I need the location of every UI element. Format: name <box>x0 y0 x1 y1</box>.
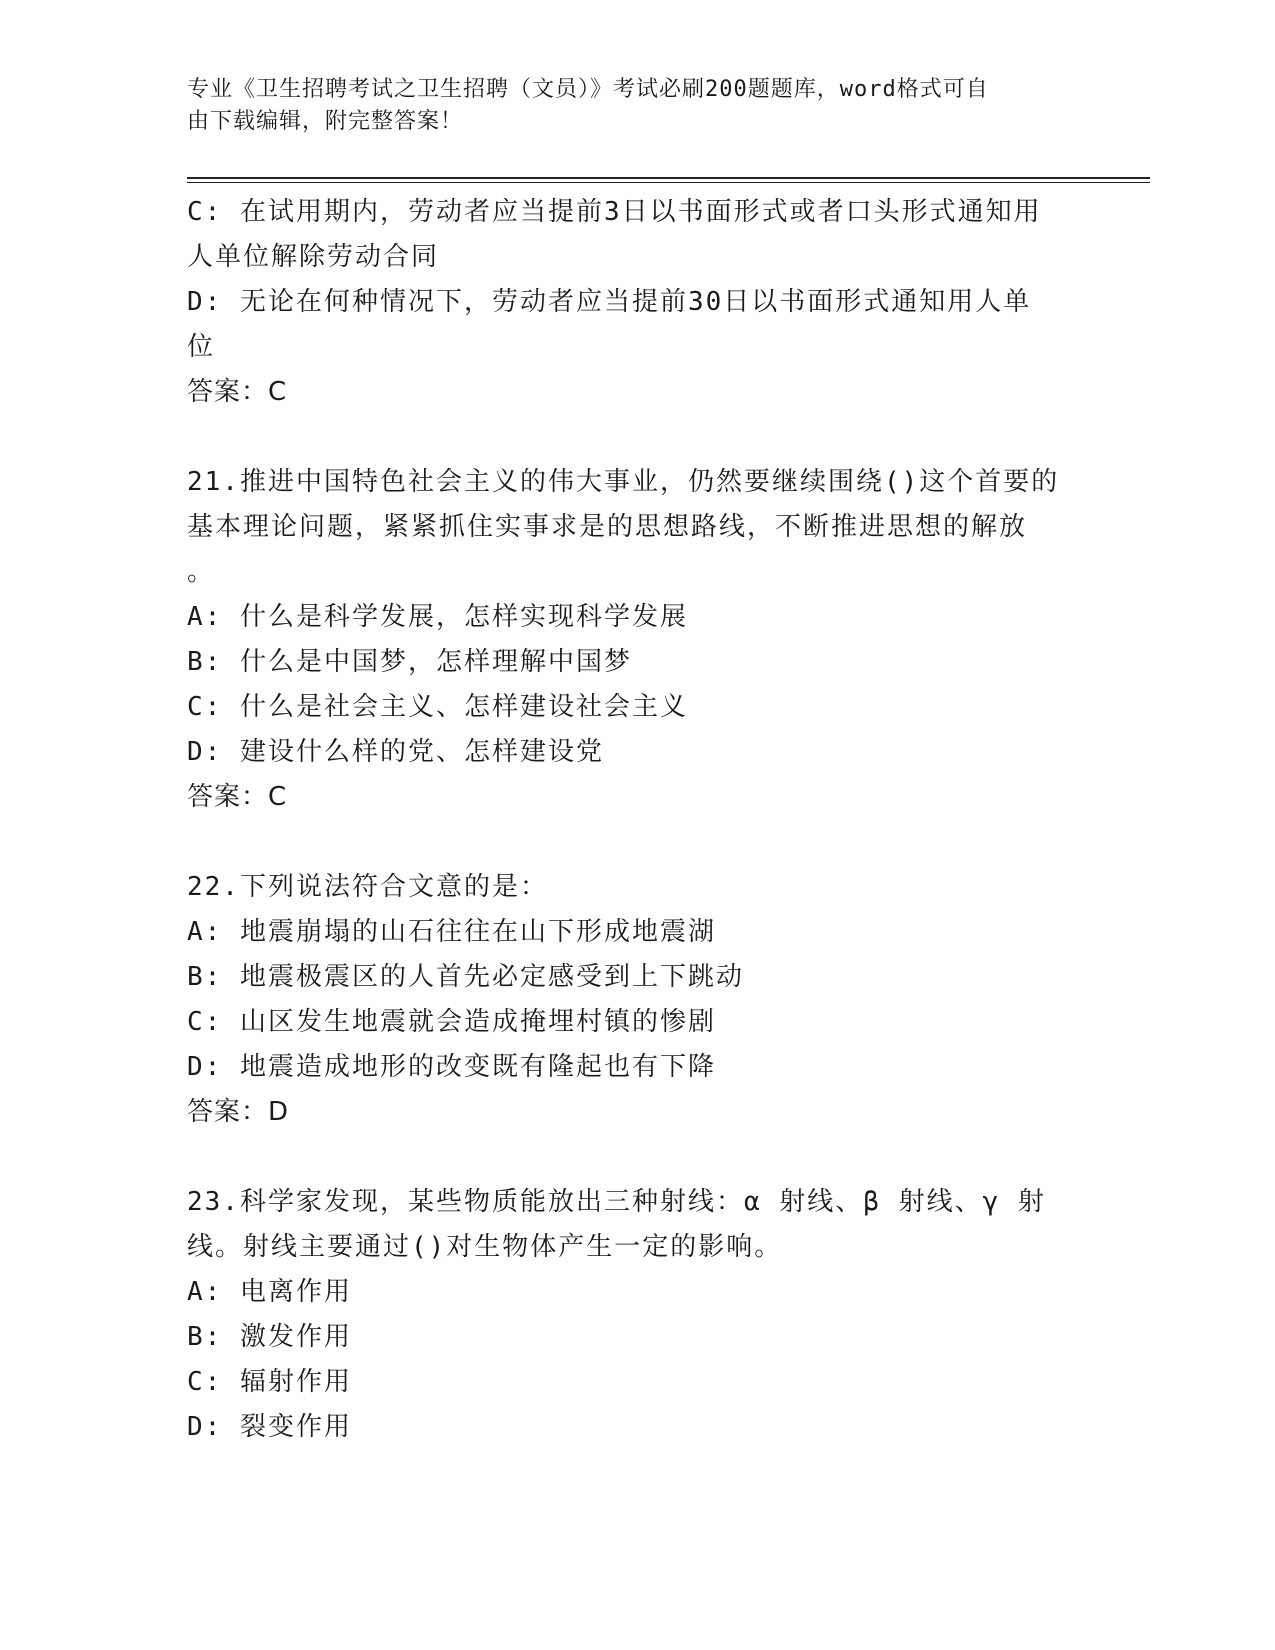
q21-stem-line-2: 基本理论问题，紧紧抓住实事求是的思想路线，不断推进思想的解放 <box>187 512 1028 542</box>
q22-option-a: A: 地震崩塌的山石往往在山下形成地震湖 <box>187 917 716 947</box>
q20-option-d-line-2: 位 <box>187 332 216 362</box>
header-line-2: 由下载编辑，附完整答案！ <box>187 109 464 134</box>
spacer <box>187 820 1067 865</box>
q21-stem-line-1: 21.推进中国特色社会主义的伟大事业，仍然要继续围绕()这个首要的 <box>187 467 1060 497</box>
header-line-1: 专业《卫生招聘考试之卫生招聘（文员）》考试必刷200题题库，word格式可自 <box>187 77 989 102</box>
question-20-continued <box>187 190 1067 415</box>
header-rule-thin <box>187 182 1150 183</box>
header-rule-thick <box>187 177 1150 179</box>
spacer <box>187 415 1067 460</box>
question-22 <box>187 865 1067 1135</box>
q21-option-c: C: 什么是社会主义、怎样建设社会主义 <box>187 692 688 722</box>
q20-option-c-line-1: C: 在试用期内，劳动者应当提前3日以书面形式或者口头形式通知用 <box>187 197 1042 227</box>
q21-option-b: B: 什么是中国梦，怎样理解中国梦 <box>187 647 632 677</box>
document-header <box>187 74 1067 138</box>
q21-option-d: D: 建设什么样的党、怎样建设党 <box>187 737 604 767</box>
question-21 <box>187 460 1067 820</box>
q23-option-c: C: 辐射作用 <box>187 1367 352 1397</box>
q21-answer: 答案：C <box>187 782 288 812</box>
question-23 <box>187 1180 1067 1450</box>
q22-answer: 答案：D <box>187 1097 290 1127</box>
q22-option-d: D: 地震造成地形的改变既有隆起也有下降 <box>187 1052 716 1082</box>
q21-option-a: A: 什么是科学发展，怎样实现科学发展 <box>187 602 688 632</box>
q23-option-b: B: 激发作用 <box>187 1322 352 1352</box>
question-content <box>187 190 1067 1450</box>
q23-option-a: A: 电离作用 <box>187 1277 352 1307</box>
q23-stem-line-2: 线。射线主要通过()对生物体产生一定的影响。 <box>187 1232 783 1262</box>
q22-option-c: C: 山区发生地震就会造成掩埋村镇的惨剧 <box>187 1007 716 1037</box>
q20-option-d-line-1: D: 无论在何种情况下，劳动者应当提前30日以书面形式通知用人单 <box>187 287 1032 317</box>
q21-stem-line-3: 。 <box>187 557 216 587</box>
spacer <box>187 1135 1067 1180</box>
q22-option-b: B: 地震极震区的人首先必定感受到上下跳动 <box>187 962 744 992</box>
q20-answer: 答案：C <box>187 377 288 407</box>
q22-stem: 22.下列说法符合文意的是： <box>187 872 548 902</box>
q23-stem-line-1: 23.科学家发现，某些物质能放出三种射线：α 射线、β 射线、γ 射 <box>187 1187 1046 1217</box>
q23-option-d: D: 裂变作用 <box>187 1412 352 1442</box>
q20-option-c-line-2: 人单位解除劳动合同 <box>187 242 440 272</box>
